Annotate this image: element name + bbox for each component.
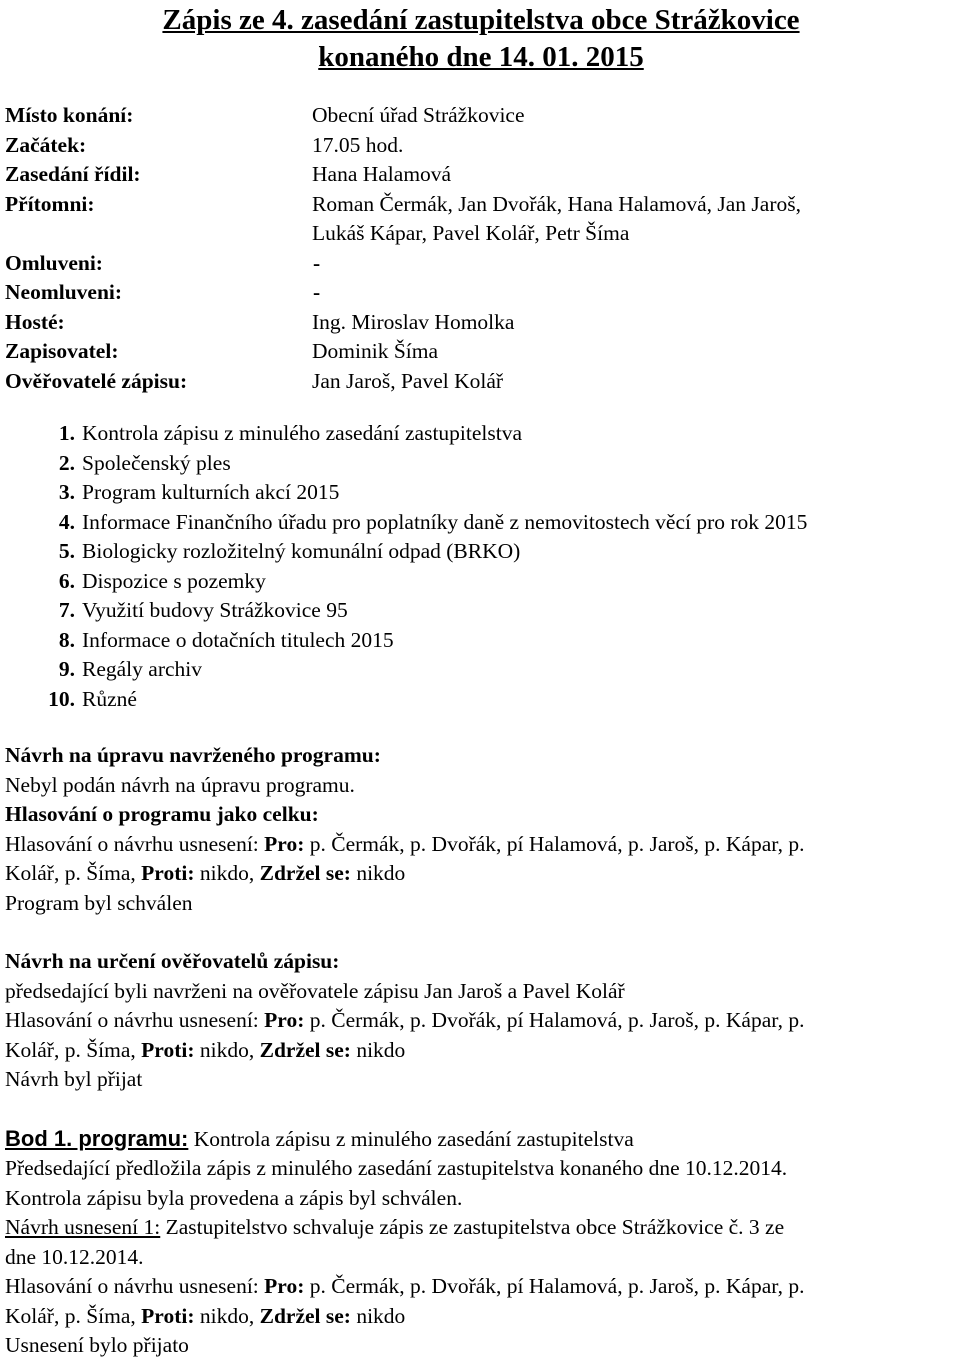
- verifiers-text: předsedající byli navrženi na ověřovatele zápisu Jan Jaroš a Pavel Kolář: [5, 978, 625, 1003]
- agenda-item: [5, 655, 957, 685]
- verifiers-result: Návrh byl přijat: [5, 1067, 143, 1091]
- agenda-number: 2.: [58, 450, 75, 475]
- vote-proti-label: Proti:: [141, 861, 195, 885]
- agenda-number: 6.: [58, 568, 75, 593]
- info-label: Přítomni:: [5, 191, 95, 216]
- vote-line-1: [5, 1006, 957, 1036]
- agenda-number: 4.: [58, 509, 75, 534]
- agenda-text: Dispozice s pozemky: [82, 568, 266, 593]
- info-value: -: [313, 250, 321, 275]
- vote-zdrzel-value: nikdo: [350, 1037, 406, 1062]
- agenda-number: 10.: [48, 686, 75, 711]
- vote-pro-names: p. Čermák, p. Dvořák, pí Halamová, p. Jaroš, p. Kápar, p.: [304, 831, 805, 856]
- agenda-item: [5, 596, 957, 626]
- verifiers-heading: Návrh na určení ověřovatelů zápisu:: [5, 949, 340, 973]
- info-value: -: [313, 280, 321, 304]
- vote-line-1: [5, 1272, 957, 1302]
- agenda-text: Informace o dotačních titulech 2015: [82, 627, 394, 652]
- bod1-title: Kontrola zápisu z minulého zasedání zastupitelstva: [188, 1126, 634, 1151]
- info-row-recorder: [5, 337, 957, 367]
- info-row-chair: [5, 160, 957, 190]
- vote-proti-value: nikdo,: [194, 1303, 260, 1328]
- agenda-text: Společenský ples: [82, 450, 231, 475]
- program-vote-heading: Hlasování o programu jako celku:: [5, 802, 319, 826]
- vote-proti-label: Proti:: [141, 1037, 195, 1062]
- agenda-list: [5, 419, 957, 714]
- agenda-item: [5, 537, 957, 567]
- vote-line-1: [5, 830, 957, 860]
- vote-line-2: [5, 1302, 957, 1332]
- info-label: Začátek:: [5, 132, 87, 157]
- agenda-item: [5, 626, 957, 656]
- vote-lead: Hlasování o návrhu usnesení:: [5, 1008, 265, 1032]
- vote-proti-value: nikdo,: [194, 1037, 260, 1062]
- info-value: Jan Jaroš, Pavel Kolář: [312, 368, 504, 393]
- info-row-start: [5, 131, 957, 161]
- bod1-line-1: Předsedající předložila zápis z minulého zasedání zastupitelstva konaného dne 10.12.2014.: [5, 1156, 788, 1180]
- vote-proti-value: nikdo,: [194, 861, 260, 885]
- title-line-2: konaného dne 14. 01. 2015: [318, 41, 644, 73]
- vote-line-2: [5, 859, 957, 889]
- info-value: 17.05 hod.: [312, 132, 404, 157]
- agenda-text: Regály archiv: [82, 657, 202, 681]
- agenda-item: [5, 419, 957, 449]
- info-row-excused: [5, 249, 957, 279]
- info-row-place: [5, 101, 957, 131]
- agenda-text: Různé: [82, 686, 137, 711]
- info-value: Hana Halamová: [312, 162, 452, 186]
- agenda-number: 5.: [58, 539, 75, 563]
- vote-zdrzel-label: Zdržel se:: [259, 861, 351, 885]
- vote-pro-label: Pro:: [264, 831, 305, 856]
- bod1-resolution-label: Návrh usnesení 1:: [5, 1215, 161, 1239]
- agenda-text: Informace Finančního úřadu pro poplatníky daně z nemovitostech věcí pro rok 2015: [82, 509, 808, 534]
- info-value: Obecní úřad Strážkovice: [312, 103, 525, 127]
- vote-zdrzel-label: Zdržel se:: [259, 1303, 351, 1328]
- bod1-resolution: [5, 1213, 957, 1243]
- vote-pro-label: Pro:: [264, 1008, 305, 1032]
- program-change-heading: Návrh na úpravu navrženého programu:: [5, 743, 381, 767]
- vote-pro-names: p. Čermák, p. Dvořák, pí Halamová, p. Jaroš, p. Kápar, p.: [304, 1274, 805, 1298]
- agenda-number: 1.: [58, 421, 75, 445]
- document-title: [5, 3, 957, 74]
- agenda-number: 3.: [58, 480, 75, 504]
- agenda-item: [5, 685, 957, 715]
- spacer: [5, 918, 957, 947]
- vote-zdrzel-value: nikdo: [350, 861, 406, 885]
- vote-zdrzel-value: nikdo: [350, 1303, 406, 1328]
- vote-zdrzel-label: Zdržel se:: [259, 1037, 351, 1062]
- bod1-line-2: Kontrola zápisu byla provedena a zápis byl schválen.: [5, 1185, 463, 1210]
- title-line-1: Zápis ze 4. zasedání zastupitelstva obce Strážkovice: [162, 4, 800, 36]
- info-row-verifiers: [5, 367, 957, 397]
- vote-pro-names-cont: Kolář, p. Šíma,: [5, 1037, 142, 1062]
- info-value: Dominik Šíma: [312, 339, 439, 363]
- vote-lead: Hlasování o návrhu usnesení:: [5, 1274, 265, 1298]
- program-vote-result: Program byl schválen: [5, 890, 193, 915]
- agenda-item: [5, 508, 957, 538]
- bod1-resolution-text: Zastupitelstvo schvaluje zápis ze zastupitelstva obce Strážkovice č. 3 ze: [160, 1215, 785, 1239]
- info-value: Ing. Miroslav Homolka: [312, 309, 515, 334]
- bod1-resolution-cont: dne 10.12.2014.: [5, 1244, 144, 1269]
- info-label: Ověřovatelé zápisu:: [5, 368, 188, 393]
- info-row-present: [5, 190, 957, 249]
- agenda-number: 9.: [58, 657, 75, 681]
- bod1-heading-line: [5, 1124, 957, 1155]
- bod1-head: Bod 1. programu:: [5, 1125, 189, 1151]
- agenda-text: Kontrola zápisu z minulého zasedání zastupitelstva: [82, 421, 523, 445]
- vote-proti-label: Proti:: [141, 1303, 195, 1328]
- agenda-item: [5, 478, 957, 508]
- vote-line-2: [5, 1036, 957, 1066]
- agenda-text: Využití budovy Strážkovice 95: [82, 598, 348, 622]
- agenda-item: [5, 449, 957, 479]
- info-label: Neomluveni:: [5, 280, 123, 304]
- present-line-2: Lukáš Kápar, Pavel Kolář, Petr Šíma: [312, 221, 630, 245]
- present-line-1: Roman Čermák, Jan Dvořák, Hana Halamová, Jan Jaroš,: [312, 191, 801, 216]
- spacer: [5, 714, 957, 741]
- agenda-number: 7.: [58, 598, 75, 622]
- program-change-text: Nebyl podán návrh na úpravu programu.: [5, 772, 355, 797]
- info-label: Zasedání řídil:: [5, 162, 141, 186]
- bod1-result: Usnesení bylo přijato: [5, 1333, 189, 1357]
- info-value: [312, 190, 952, 249]
- agenda-text: Biologicky rozložitelný komunální odpad (BRKO): [82, 539, 521, 563]
- info-row-guests: [5, 308, 957, 338]
- agenda-number: 8.: [58, 627, 75, 652]
- agenda-item: [5, 567, 957, 597]
- vote-lead: Hlasování o návrhu usnesení:: [5, 831, 265, 856]
- info-label: Hosté:: [5, 309, 65, 334]
- meeting-info: [5, 101, 957, 396]
- info-label: Místo konání:: [5, 103, 134, 127]
- agenda-text: Program kulturních akcí 2015: [82, 480, 340, 504]
- info-label: Zapisovatel:: [5, 339, 119, 363]
- spacer: [5, 1095, 957, 1124]
- vote-pro-names-cont: Kolář, p. Šíma,: [5, 1303, 142, 1328]
- vote-pro-names-cont: Kolář, p. Šíma,: [5, 861, 142, 885]
- vote-pro-names: p. Čermák, p. Dvořák, pí Halamová, p. Jaroš, p. Kápar, p.: [304, 1008, 805, 1032]
- info-row-unexcused: [5, 278, 957, 308]
- document-page: [5, 0, 957, 1361]
- vote-pro-label: Pro:: [264, 1274, 305, 1298]
- info-label: Omluveni:: [5, 250, 103, 275]
